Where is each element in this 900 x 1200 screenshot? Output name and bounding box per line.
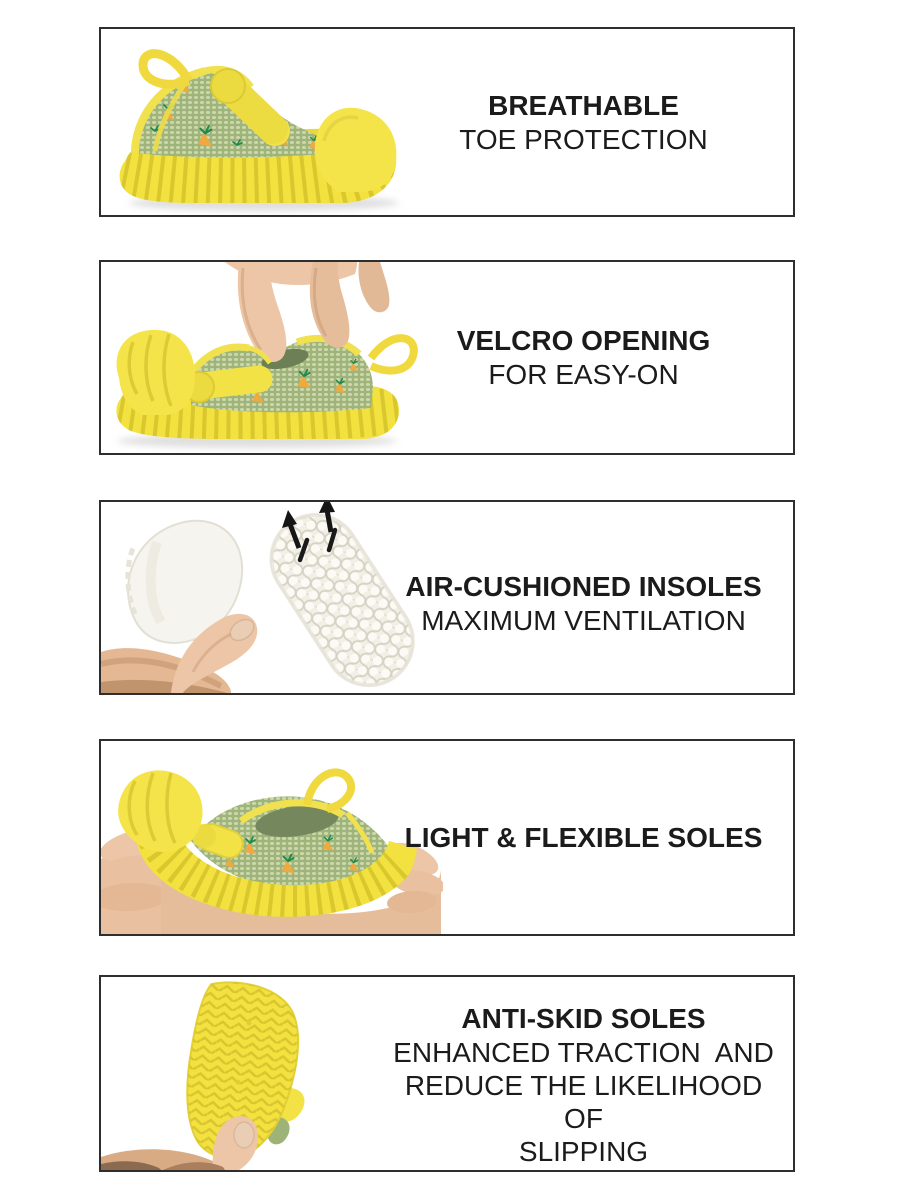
feature-text-velcro-opening [386,262,781,453]
feature-text-anti-skid-soles [386,977,781,1170]
feature-text-breathable [386,29,781,215]
feature-line: REDUCE THE LIKELIHOOD OF [404,1069,770,1134]
hand-holding-sole [101,1116,258,1170]
feature-line: TOE PROTECTION [459,123,708,155]
feature-panel-air-cushioned-insoles [99,500,795,695]
toe-cap [315,108,397,192]
feature-panel-anti-skid-soles [99,975,795,1172]
feature-line: FOR EASY-ON [488,359,679,390]
feature-title: AIR-CUSHIONED INSOLES [405,571,762,602]
feature-panel-velcro-opening [99,260,795,455]
feature-line: MAXIMUM VENTILATION [421,605,746,636]
feature-text-light-flexible-soles [386,741,781,934]
sole-bottom-illustration [101,977,403,1170]
feature-panel-breathable [99,27,795,217]
feature-title: VELCRO OPENING [456,325,711,356]
feature-panel-light-flexible-soles [99,739,795,936]
shoe-side-view-illustration [109,35,411,215]
feature-title: BREATHABLE [488,89,679,121]
toe-cap [117,330,196,415]
feature-title: ANTI-SKID SOLES [461,1002,706,1034]
feature-line: SLIPPING [518,1135,649,1167]
feature-title: LIGHT & FLEXIBLE SOLES [404,821,763,853]
thumbnail [234,1122,254,1148]
feature-line: ENHANCED TRACTION AND [393,1036,774,1068]
heel-pull-loop [143,54,189,85]
feature-text-air-cushioned-insoles [386,502,781,693]
